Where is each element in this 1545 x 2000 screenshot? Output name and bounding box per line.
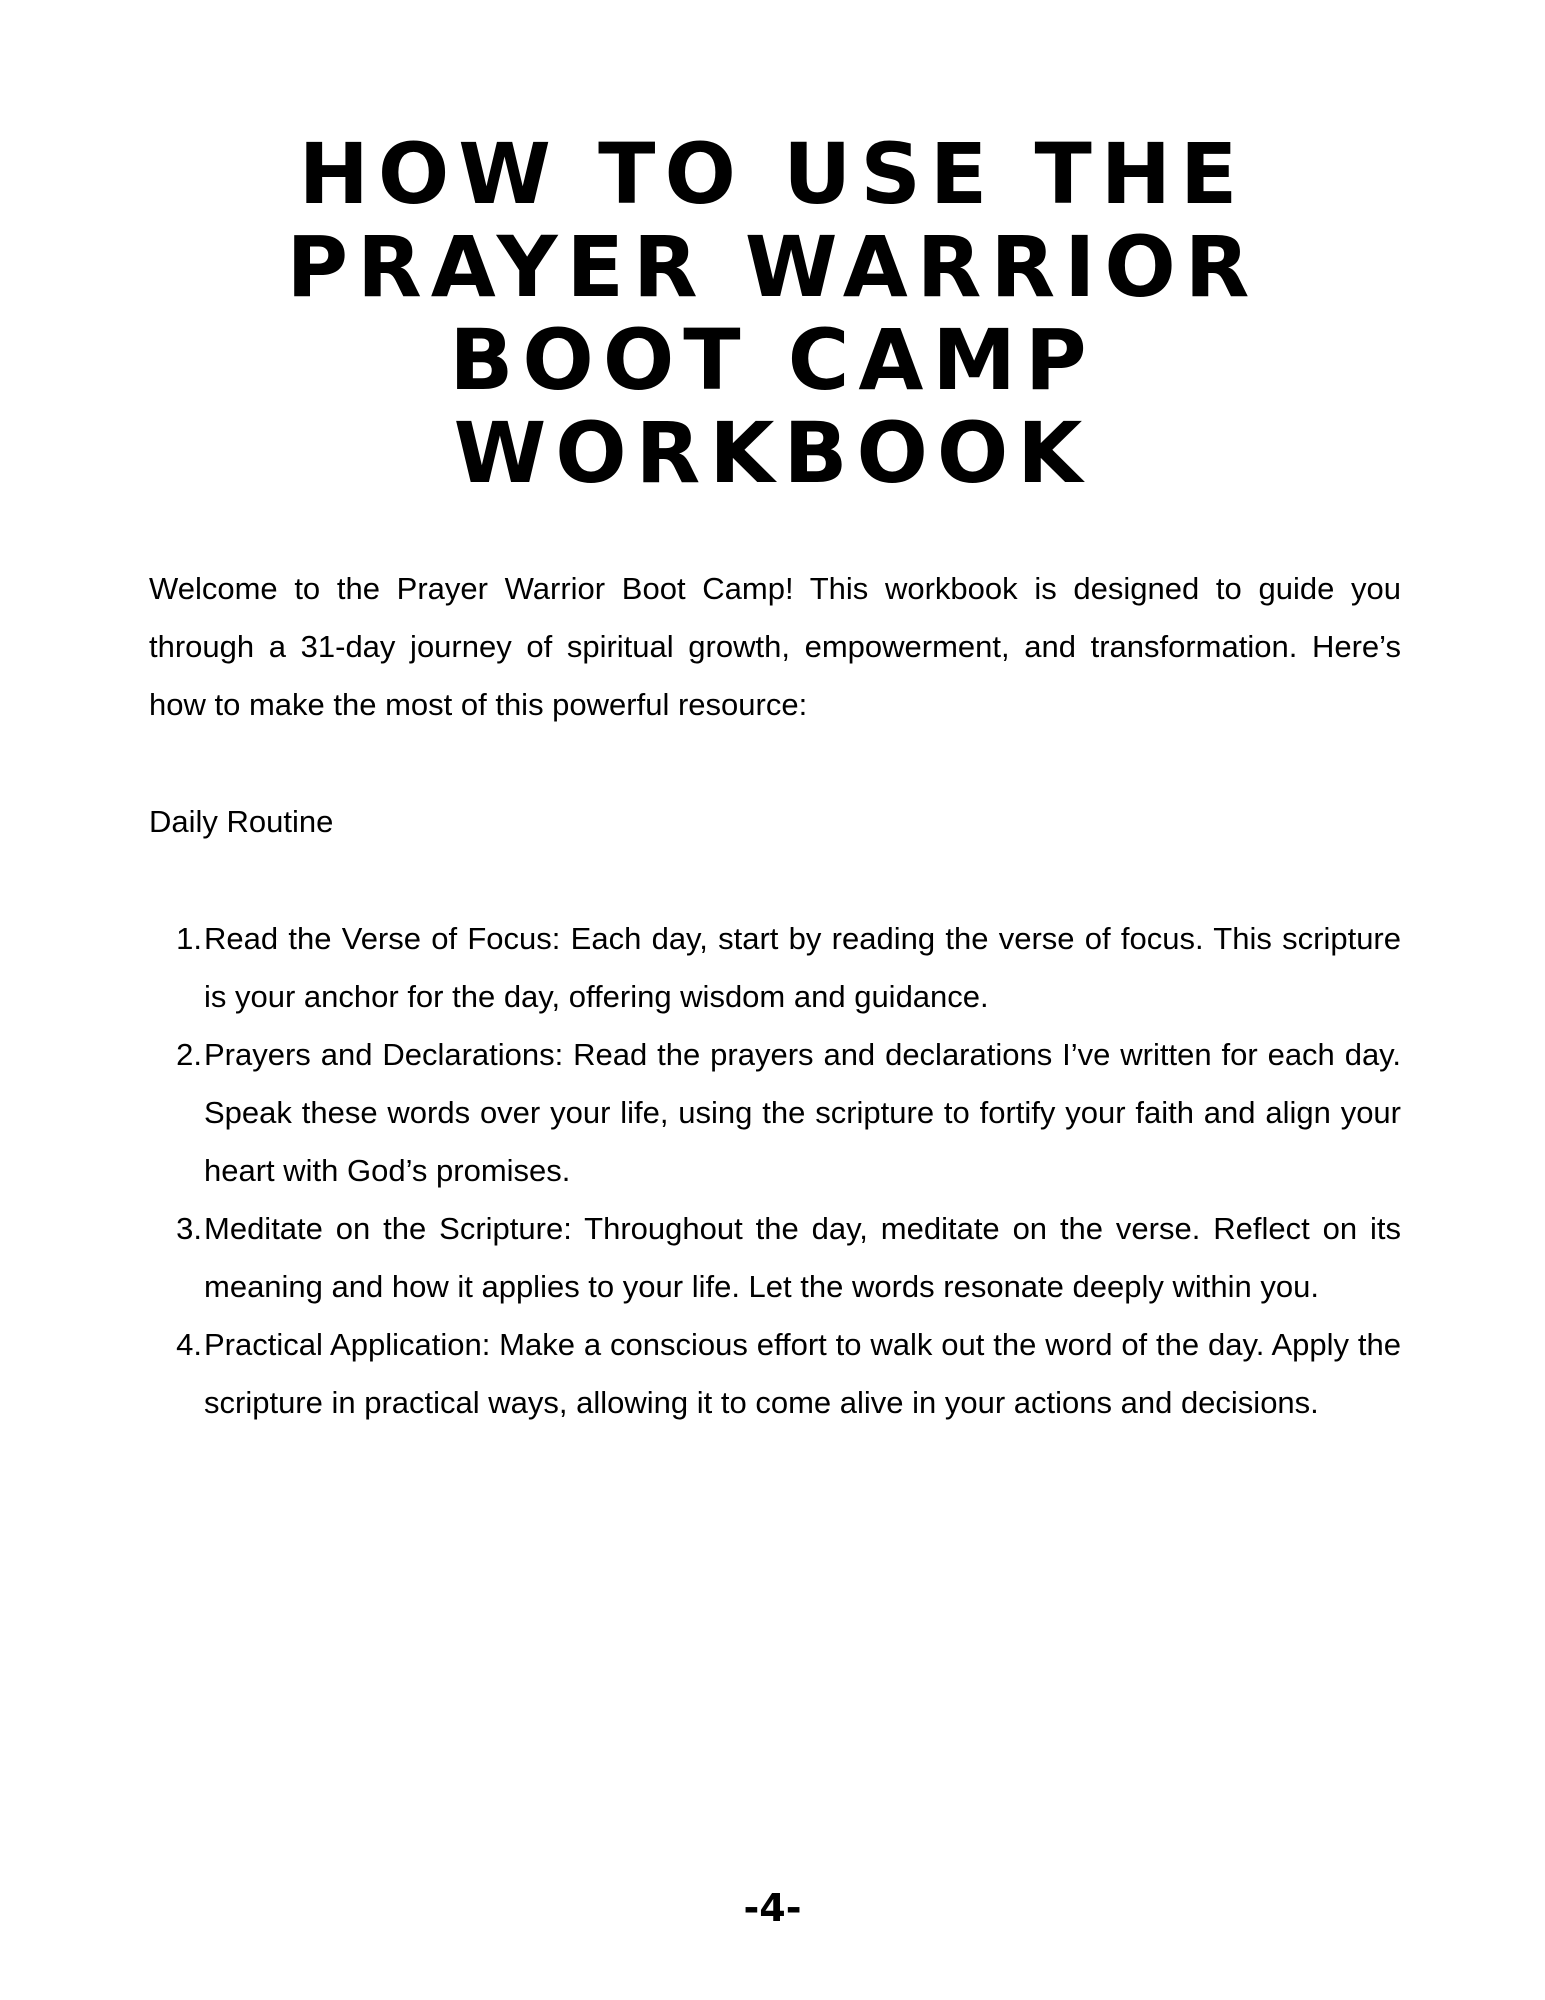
list-item-text: Meditate on the Scripture: Throughout the day, meditate on the verse. Reflect on its meaning and how it applies to your life. Let the words resonate deeply within you.: [204, 1211, 1401, 1304]
title-line: BOOT CAMP: [449, 311, 1096, 409]
list-item-number: 3.: [176, 1211, 202, 1246]
list-item: [149, 1316, 1401, 1432]
title-line: HOW TO USE THE: [298, 125, 1247, 223]
intro-paragraph: Welcome to the Prayer Warrior Boot Camp! This workbook is designed to guide you through a 31-day journey of spiritual growth, empowerment, and transformation. Here’s how to make the most of this powerful resource:: [149, 571, 1401, 722]
list-item-text: Prayers and Declarations: Read the prayers and declarations I’ve written for each day. Speak these words over your life, using the scripture to fortify your faith and align your heart with God’s promises.: [204, 1037, 1401, 1188]
list-item-number: 4.: [176, 1327, 202, 1362]
page-title: [150, 125, 1395, 502]
list-item-text: Read the Verse of Focus: Each day, start by reading the verse of focus. This scripture is your anchor for the day, offering wisdom and guidance.: [204, 921, 1401, 1014]
title-line: WORKBOOK: [453, 404, 1092, 502]
title-line: PRAYER WARRIOR: [286, 218, 1259, 316]
section-heading: Daily Routine: [149, 804, 334, 839]
list-item-number: 2.: [176, 1037, 202, 1072]
list-item-number: 1.: [176, 921, 202, 956]
list-item-text: Practical Application: Make a conscious effort to walk out the word of the day. Apply the scripture in practical ways, allowing it to come alive in your actions and decisions.: [204, 1327, 1401, 1420]
list-item: [149, 910, 1401, 1026]
list-item: [149, 1026, 1401, 1200]
page-number: -4-: [743, 1886, 802, 1930]
daily-routine-list: [149, 910, 1401, 1432]
list-item: [149, 1200, 1401, 1316]
